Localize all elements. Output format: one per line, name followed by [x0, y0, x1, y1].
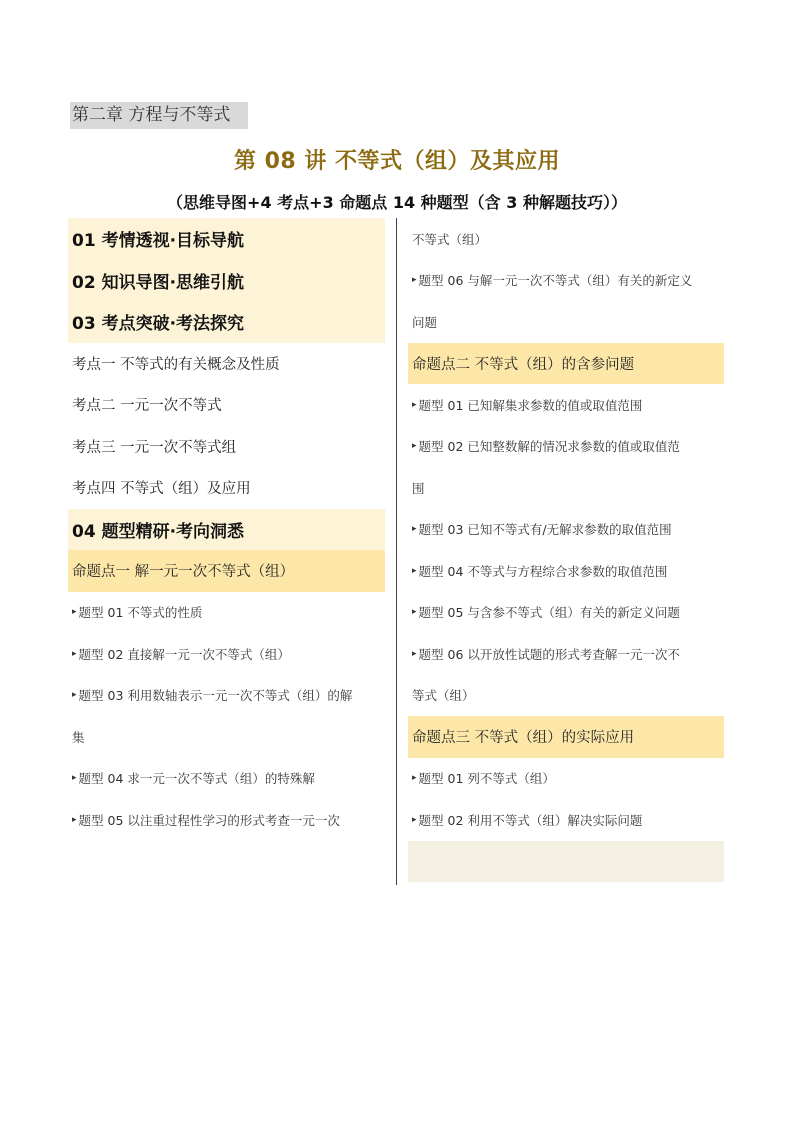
toc-continuation: [408, 218, 724, 260]
toc-label: 考点四 不等式（组）及应用: [72, 481, 251, 498]
bullet-triangle-icon: ▸: [412, 441, 417, 452]
bullet-triangle-icon: ▸: [412, 399, 417, 410]
bullet-triangle-icon: ▸: [412, 524, 417, 535]
toc-mingtidian[interactable]: [408, 716, 724, 758]
toc-continuation: [408, 301, 724, 343]
bullet-triangle-icon: ▸: [72, 648, 77, 659]
toc-label: 03 考点突破·考法探究: [72, 314, 245, 335]
toc-tixing[interactable]: [408, 799, 724, 841]
toc-label: 01 考情透视·目标导航: [72, 231, 245, 252]
toc-continuation: [408, 675, 724, 717]
toc-tixing[interactable]: [68, 633, 385, 675]
toc-continuation: [68, 716, 385, 758]
toc-label: 04 题型精研·考向洞悉: [72, 521, 245, 542]
toc-tixing[interactable]: [408, 633, 724, 675]
toc-right-column: [408, 218, 724, 882]
toc-label: 命题点一 解一元一次不等式（组）: [72, 564, 295, 581]
toc-tixing[interactable]: [408, 550, 724, 592]
bullet-triangle-icon: ▸: [72, 690, 77, 701]
toc-label: 题型 01 已知解集求参数的值或取值范围: [418, 397, 643, 413]
toc-continuation: [408, 841, 724, 883]
toc-section[interactable]: [68, 260, 385, 302]
toc-left-column: [68, 218, 385, 841]
toc-tixing[interactable]: [408, 592, 724, 634]
toc-label: 问题: [412, 314, 438, 330]
toc-label: 不等式（组）: [412, 231, 488, 247]
toc-continuation: [408, 467, 724, 509]
bullet-triangle-icon: ▸: [72, 607, 77, 618]
toc-label: 题型 02 利用不等式（组）解决实际问题: [418, 812, 643, 828]
bullet-triangle-icon: ▸: [412, 275, 417, 286]
toc-label: 02 知识导图·思维引航: [72, 272, 245, 293]
toc-label: 等式（组）: [412, 688, 475, 704]
bullet-triangle-icon: ▸: [412, 648, 417, 659]
bullet-triangle-icon: ▸: [412, 607, 417, 618]
toc-section[interactable]: [68, 218, 385, 260]
toc-tixing[interactable]: [408, 509, 724, 551]
toc-label: 题型 05 与含参不等式（组）有关的新定义问题: [418, 605, 680, 621]
toc-kaodian[interactable]: [68, 384, 385, 426]
toc-label: 题型 04 不等式与方程综合求参数的取值范围: [418, 563, 668, 579]
toc-kaodian[interactable]: [68, 467, 385, 509]
toc-tixing[interactable]: [408, 260, 724, 302]
bullet-triangle-icon: ▸: [412, 565, 417, 576]
toc-tixing[interactable]: [408, 426, 724, 468]
toc-tixing[interactable]: [408, 758, 724, 800]
toc-mingtidian[interactable]: [68, 550, 385, 592]
toc-label: 题型 03 利用数轴表示一元一次不等式（组）的解: [78, 688, 353, 704]
toc-label: 命题点三 不等式（组）的实际应用: [412, 730, 635, 747]
toc-label: 题型 02 直接解一元一次不等式（组）: [78, 646, 290, 662]
bullet-triangle-icon: ▸: [72, 814, 77, 825]
toc-label: 考点三 一元一次不等式组: [72, 439, 237, 456]
chapter-tag: 第二章 方程与不等式: [70, 102, 248, 129]
toc-label: 题型 04 求一元一次不等式（组）的特殊解: [78, 771, 315, 787]
toc-section[interactable]: [68, 509, 385, 551]
toc-label: 题型 05 以注重过程性学习的形式考查一元一次: [78, 812, 340, 828]
toc-label: 题型 06 与解一元一次不等式（组）有关的新定义: [418, 273, 693, 289]
toc-label: 题型 06 以开放性试题的形式考查解一元一次不: [418, 646, 680, 662]
toc-tixing[interactable]: [68, 592, 385, 634]
lecture-title: 第 08 讲 不等式（组）及其应用: [233, 149, 561, 174]
toc-mingtidian[interactable]: [408, 343, 724, 385]
toc-label: 命题点二 不等式（组）的含参问题: [412, 356, 635, 373]
toc-label: 题型 03 已知不等式有/无解求参数的取值范围: [418, 522, 672, 538]
toc-tixing[interactable]: [408, 384, 724, 426]
toc-kaodian[interactable]: [68, 426, 385, 468]
toc-tixing[interactable]: [68, 799, 385, 841]
lecture-subtitle: （思维导图+4 考点+3 命题点 14 种题型（含 3 种解题技巧））: [167, 193, 627, 212]
bullet-triangle-icon: ▸: [412, 773, 417, 784]
toc-section[interactable]: [68, 301, 385, 343]
toc-label: 考点二 一元一次不等式: [72, 398, 222, 415]
toc-label: 围: [412, 480, 425, 496]
bullet-triangle-icon: ▸: [412, 814, 417, 825]
toc-tixing[interactable]: [68, 675, 385, 717]
bullet-triangle-icon: ▸: [72, 773, 77, 784]
toc-label: 题型 02 已知整数解的情况求参数的值或取值范: [418, 439, 680, 455]
toc-label: 题型 01 列不等式（组）: [418, 771, 555, 787]
toc-label: 考点一 不等式的有关概念及性质: [72, 356, 280, 373]
column-divider: [396, 218, 397, 885]
toc-kaodian[interactable]: [68, 343, 385, 385]
toc-tixing[interactable]: [68, 758, 385, 800]
toc-label: 题型 01 不等式的性质: [78, 605, 203, 621]
toc-label: 集: [72, 729, 85, 745]
